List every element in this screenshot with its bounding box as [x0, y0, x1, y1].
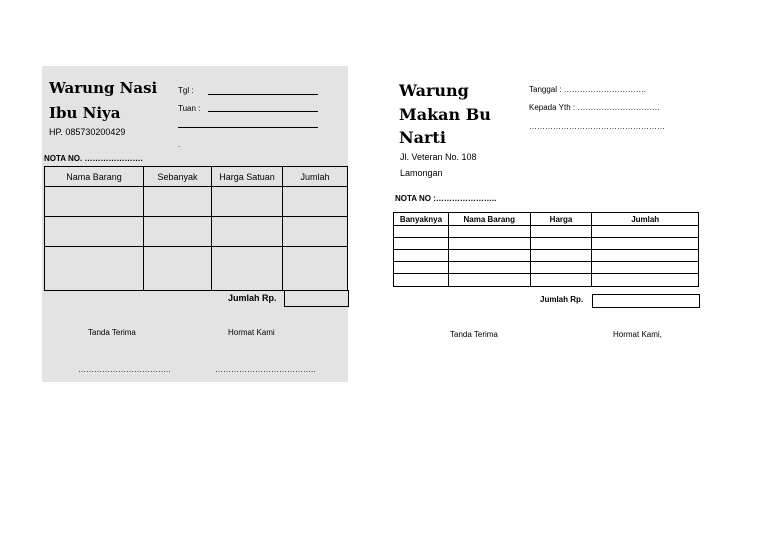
signature-line-right: ………………………………..: [215, 365, 316, 374]
table-row: [45, 247, 348, 291]
items-table: [44, 166, 348, 291]
column-header: Harga Satuan: [212, 167, 283, 187]
shop-name-line3: Narti: [399, 128, 446, 147]
receipt-bu-narti: [390, 66, 710, 356]
table-header-row: [394, 213, 699, 226]
total-label: Jumlah Rp.: [540, 295, 584, 304]
recipient-label: Kepada Yth : ………………………….: [529, 103, 660, 112]
total-box: [284, 290, 349, 307]
total-box: [592, 294, 700, 308]
shop-name-line2: Ibu Niya: [49, 104, 121, 122]
table-row: [394, 274, 699, 287]
shop-name-line2: Makan Bu: [399, 105, 491, 124]
total-label: Jumlah Rp.: [228, 293, 277, 303]
date-line: [208, 94, 318, 95]
regards-label: Hormat Kami: [228, 328, 275, 337]
shop-name-line1: Warung Nasi: [49, 79, 158, 97]
customer-line-2: [178, 127, 318, 128]
recipient-line: ……………………………………………: [529, 122, 665, 131]
receipt-number: NOTA NO. ………………….: [44, 154, 143, 163]
column-header: Banyaknya: [394, 213, 449, 226]
column-header: Sebanyak: [144, 167, 212, 187]
received-by-label: Tanda Terima: [450, 330, 498, 339]
table-row: [394, 262, 699, 274]
signature-line-left: ……………………………..: [78, 365, 171, 374]
receipt-ibu-niya: [42, 66, 348, 382]
column-header: Jumlah: [283, 167, 348, 187]
receipt-number: NOTA NO :…………………..: [395, 194, 497, 203]
regards-label: Hormat Kami,: [613, 330, 662, 339]
date-label: Tanggal : ………………………….: [529, 85, 646, 94]
shop-phone: HP. 085730200429: [49, 127, 126, 137]
table-row: [45, 217, 348, 247]
items-table: [393, 212, 699, 287]
table-row: [394, 226, 699, 238]
column-header: Harga: [530, 213, 592, 226]
shop-address-line2: Lamongan: [400, 168, 443, 178]
shop-name-line1: Warung: [399, 81, 469, 100]
table-header-row: [45, 167, 348, 187]
shop-address-line1: Jl. Veteran No. 108: [400, 152, 477, 162]
stray-dot: .: [178, 140, 181, 149]
table-row: [394, 238, 699, 250]
received-by-label: Tanda Terima: [88, 328, 136, 337]
customer-line: [208, 111, 318, 112]
column-header: Nama Barang: [45, 167, 144, 187]
customer-label: Tuan :: [178, 104, 201, 113]
column-header: Nama Barang: [448, 213, 530, 226]
column-header: Jumlah: [592, 213, 699, 226]
date-label: Tgl :: [178, 86, 194, 95]
table-row: [45, 187, 348, 217]
table-row: [394, 250, 699, 262]
